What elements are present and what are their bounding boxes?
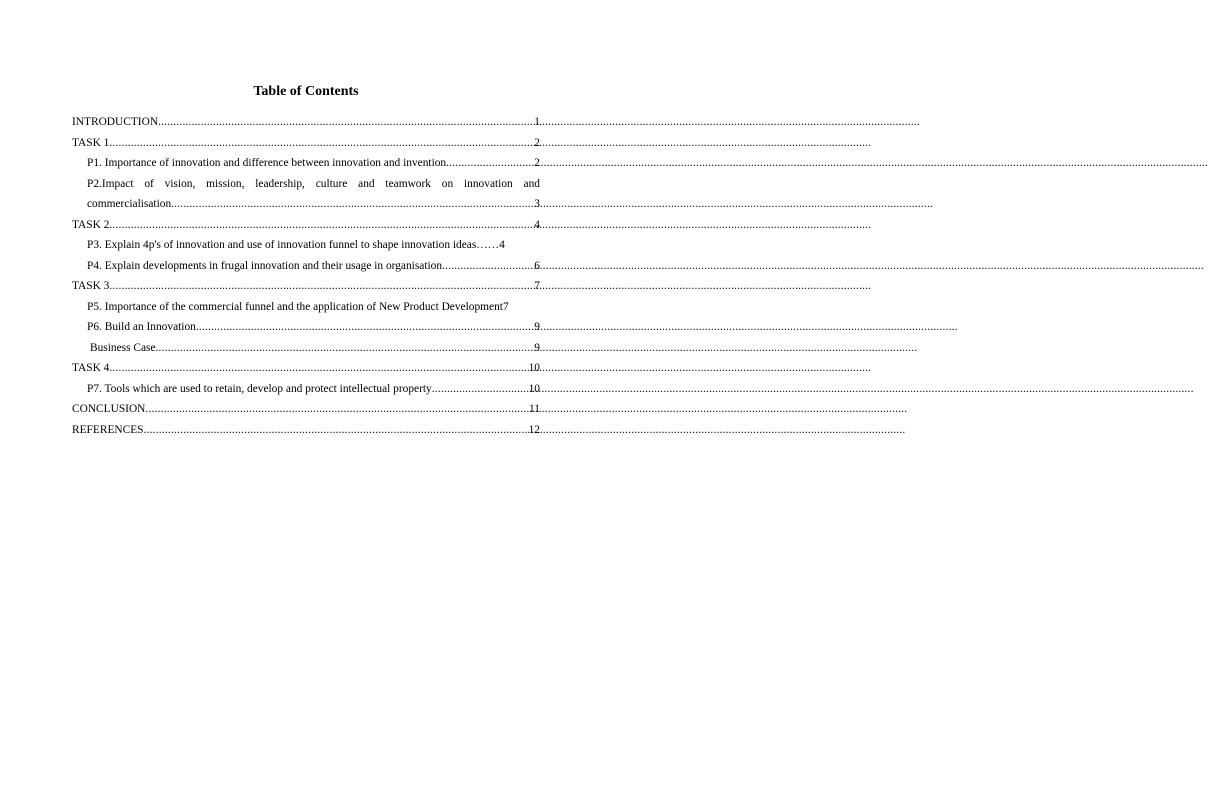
toc-dot-leader (171, 194, 534, 215)
toc-entry-references[interactable] (72, 420, 540, 441)
toc-dot-leader (446, 153, 534, 174)
toc-entry-page: 7 (502, 300, 509, 313)
toc-entry-page: 7 (534, 280, 540, 292)
toc-dot-leader (109, 215, 534, 236)
toc-entry-label: TASK 2 (72, 218, 110, 231)
toc-entry-page: 4 (499, 239, 505, 251)
toc-dot-leader (196, 317, 534, 338)
toc-entry-task-3[interactable] (72, 276, 540, 297)
toc-entry-label: TASK 4 (72, 362, 110, 374)
toc-entry-page: 9 (534, 321, 540, 333)
toc-entry-p1[interactable] (72, 153, 540, 174)
toc-entry-page: 11 (529, 403, 540, 415)
toc-entry-page: 6 (534, 259, 540, 272)
toc-entry-label: CONCLUSION (72, 403, 146, 415)
toc-entry-label: INTRODUCTION (72, 116, 159, 128)
toc-entry-label: Business Case (90, 341, 156, 354)
toc-entry-p6[interactable] (72, 317, 540, 338)
toc-entry-page: 2 (534, 136, 540, 149)
toc-entry-task-2[interactable] (72, 215, 540, 236)
toc-list (72, 112, 540, 440)
toc-entry-page: 1 (534, 116, 540, 128)
toc-entry-task-4[interactable] (72, 358, 540, 379)
toc-entry-business-case[interactable] (72, 338, 540, 359)
toc-entry-page: 2 (534, 157, 540, 169)
toc-entry-page: 12 (528, 423, 540, 436)
toc-entry-label: TASK 1 (72, 136, 110, 149)
toc-dot-leader (109, 276, 534, 297)
toc-entry-label: P5. Importance of the commercial funnel and the application of New Product Development (87, 300, 503, 313)
toc-entry-p3[interactable] (72, 235, 540, 256)
toc-entry-conclusion[interactable] (72, 399, 540, 420)
toc-entry-page: 9 (534, 341, 540, 354)
toc-entry-label: P3. Explain 4p's of innovation and use of innovation funnel to shape innovation ideas…… (87, 239, 500, 251)
toc-entry-p7[interactable] (72, 379, 540, 400)
toc-entry-introduction[interactable] (72, 112, 540, 133)
toc-entry-page: 3 (534, 198, 540, 210)
toc-dot-leader (145, 399, 529, 420)
toc-entry-task-1[interactable] (72, 133, 540, 154)
toc-entry-label: P1. Importance of innovation and difference between innovation and invention (87, 157, 447, 169)
toc-entry-page: 10 (528, 382, 540, 395)
toc-entry-p5[interactable] (72, 297, 540, 318)
toc-dot-leader (432, 379, 529, 400)
toc-entry-p4[interactable] (72, 256, 540, 277)
toc-entry-label: TASK 3 (72, 280, 110, 292)
toc-entry-page: 10 (528, 362, 540, 374)
toc-entry-label: P6. Build an Innovation (87, 321, 196, 333)
toc-dot-leader (156, 338, 535, 359)
toc-entry-label: REFERENCES (72, 423, 144, 436)
toc-entry-label: commercialisation (87, 198, 172, 210)
toc-entry-page: 4 (534, 218, 540, 231)
toc-entry-label: P4. Explain developments in frugal innovation and their usage in organisation (87, 259, 443, 272)
toc-title: Table of Contents (253, 84, 359, 99)
toc-entry-p2-line1[interactable]: P2.Impact of vision, mission, leadership, culture and teamwork on innovation and (87, 177, 540, 190)
toc-entry-p2[interactable] (72, 194, 540, 215)
toc-dot-leader (158, 112, 534, 133)
toc-dot-leader (109, 133, 534, 154)
toc-entry-label: P7. Tools which are used to retain, develop and protect intellectual property (87, 382, 432, 395)
toc-dot-leader (144, 420, 529, 441)
toc-dot-leader (109, 358, 528, 379)
toc-dot-leader (442, 256, 534, 277)
